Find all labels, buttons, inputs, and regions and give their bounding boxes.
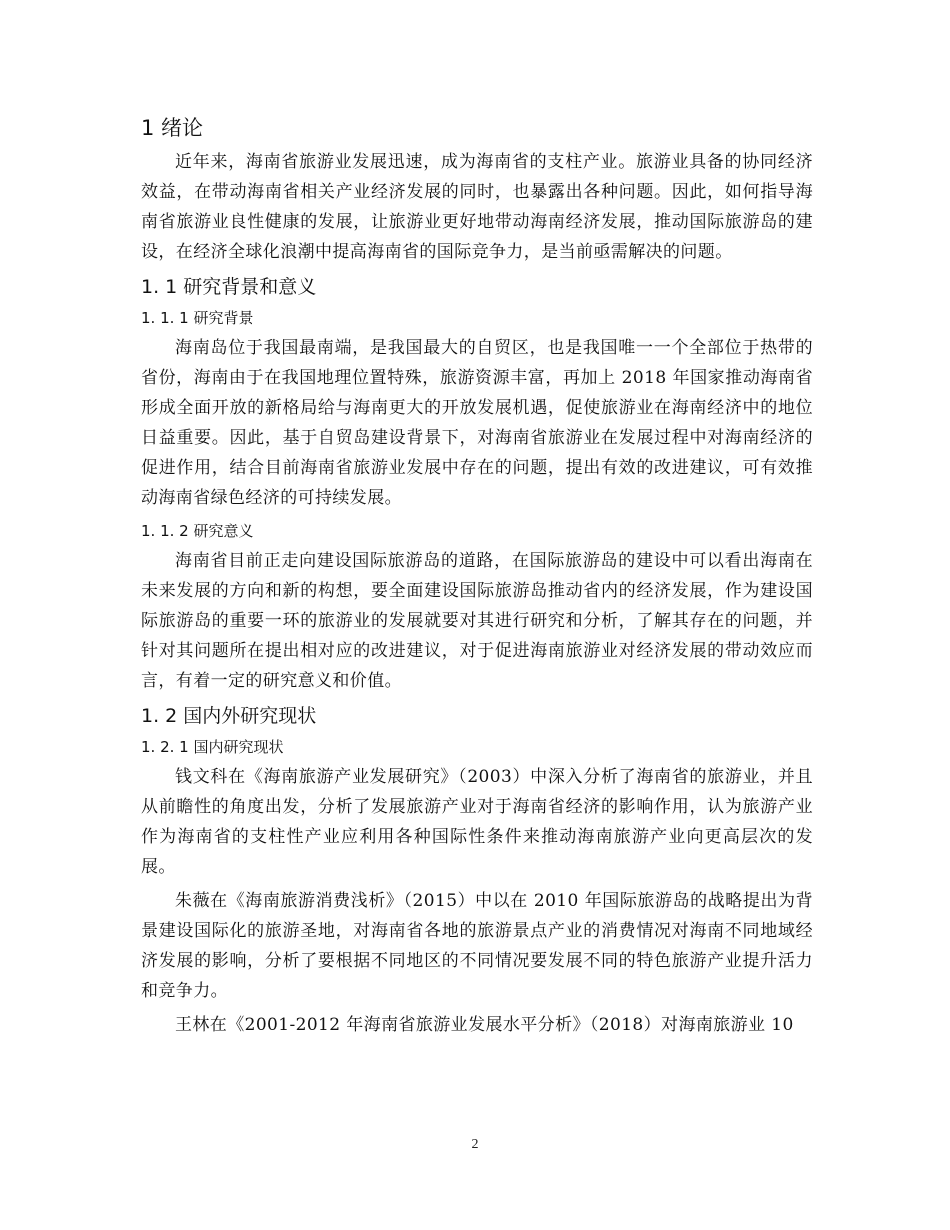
domestic-research-paragraph: 钱文科在《海南旅游产业发展研究》（2003）中深入分析了海南省的旅游业，并且从前瞻性的角度出发，分析了发展旅游产业对于海南省经济的影响作用，认为旅游产业作为海南省的支柱性产业应利用各种国际性条件来推动海南旅游产业向更高层次的发展。 — [141, 767, 813, 877]
subsection-title-background: 1. 1. 1 研究背景 — [141, 309, 254, 327]
section-title-research-status: 1. 2 国内外研究现状 — [141, 705, 317, 727]
background-paragraph: 海南岛位于我国最南端，是我国最大的自贸区，也是我国唯一一个全部位于热带的省份，海南由于在我国地理位置特殊，旅游资源丰富，再加上 2018 年国家推动海南省形成全面开放的新格局给与海南更大的开放发展机遇，促使旅游业在海南经济中的地位日益重要。因此，基于自贸岛建设背景下，对海南省旅游业在发展过程中对海南经济的促进作用，结合目前海南省旅游业发展中存在的问题，提出有效的改进建议，可有效推动海南省绿色经济的可持续发展。 — [141, 338, 813, 508]
domestic-research-paragraph: 王林在《2001-2012 年海南省旅游业发展水平分析》（2018）对海南旅游业 10 — [175, 1015, 794, 1035]
domestic-research-paragraph: 朱薇在《海南旅游消费浅析》（2015）中以在 2010 年国际旅游岛的战略提出为背景建设国际化的旅游圣地，对海南省各地的旅游景点产业的消费情况对海南不同地域经济发展的影响，分析了要根据不同地区的不同情况要发展不同的特色旅游产业提升活力和竞争力。 — [141, 891, 813, 1001]
section-title-background-significance: 1. 1 研究背景和意义 — [141, 276, 317, 298]
chapter-title: 1 绪论 — [141, 116, 204, 140]
page-number: 2 — [471, 1137, 479, 1152]
subsection-title-significance: 1. 1. 2 研究意义 — [141, 522, 254, 540]
significance-paragraph: 海南省目前正走向建设国际旅游岛的道路，在国际旅游岛的建设中可以看出海南在未来发展的方向和新的构想，要全面建设国际旅游岛推动省内的经济发展，作为建设国际旅游岛的重要一环的旅游业的发展就要对其进行研究和分析，了解其存在的问题，并针对其问题所在提出相对应的改进建议，对于促进海南旅游业对经济发展的带动效应而言，有着一定的研究意义和价值。 — [141, 551, 813, 691]
subsection-title-domestic-research: 1. 2. 1 国内研究现状 — [141, 738, 284, 756]
chapter-intro-paragraph: 近年来，海南省旅游业发展迅速，成为海南省的支柱产业。旅游业具备的协同经济效益，在带动海南省相关产业经济发展的同时，也暴露出各种问题。因此，如何指导海南省旅游业良性健康的发展，让旅游业更好地带动海南经济发展，推动国际旅游岛的建设，在经济全球化浪潮中提高海南省的国际竞争力，是当前亟需解决的问题。 — [141, 152, 813, 262]
document-body — [141, 110, 813, 1044]
